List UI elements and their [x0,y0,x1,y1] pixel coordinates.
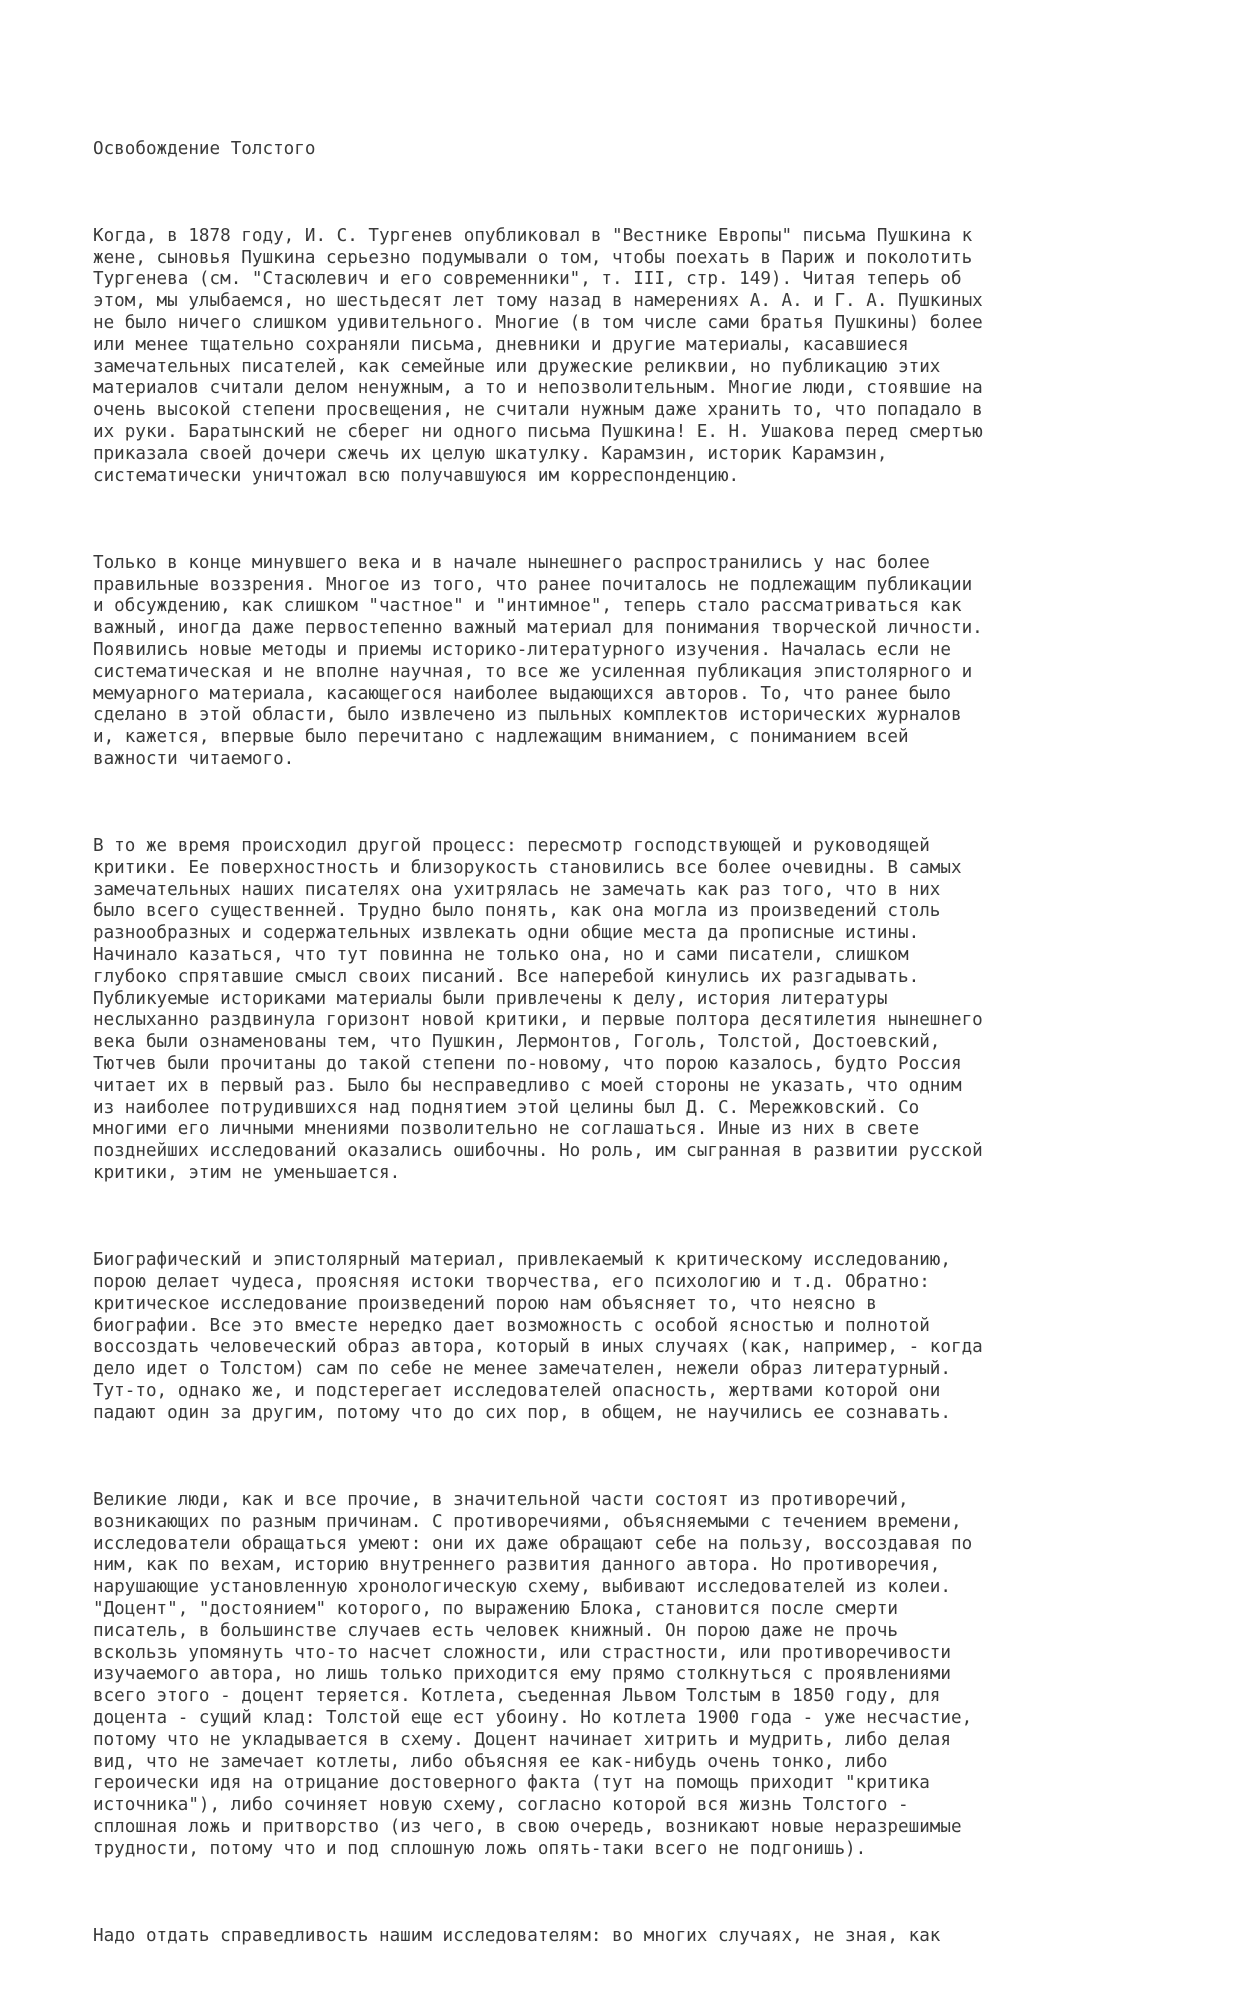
paragraph: Надо отдать справедливость нашим исследователям: во многих случаях, не зная, как [93,1925,941,1946]
paragraph: Когда, в 1878 году, И. С. Тургенев опубликовал в "Вестнике Европы" письма Пушкина к жене, сыновья Пушкина серьезно подумывали о том, чтобы поехать в Париж и поколотить Тургенева (см. "Стасюлевич и его современники", т. III, стр. 149). Читая теперь об этом, мы улыбаемся, но шестьдесят лет тому назад в намерениях А. А. и Г. А. Пушкиных не было ничего слишком удивительного. Многие (в том числе сами братья Пушкины) более или менее тщательно сохраняли письма, дневники и другие материалы, касавшиеся замечательных писателей, как семейные или дружеские реликвии, но публикацию этих материалов считали делом ненужным, а то и непозволительным. Многие люди, стоявшие на очень высокой степени просвещения, не считали нужным даже хранить то, что попадало в их руки. Баратынский не сберег ни одного письма Пушкина! Е. Н. Ушакова перед смертью приказала своей дочери сжечь их целую шкатулку. Карамзин, историк Карамзин, систематически уничтожал всю получавшуюся им корреспонденцию. [93,225,983,486]
paragraph: В то же время происходил другой процесс: пересмотр господствующей и руководящей критики. Ее поверхностность и близорукость становились все более очевидны. В самых замечательных наших писателях она ухитрялась не замечать как раз того, что в них было всего существенней. Трудно было понять, как она могла из произведений столь разнообразных и содержательных извлекать одни общие места да прописные истины. Начинало казаться, что тут повинна не только она, но и сами писатели, слишком глубоко спрятавшие смысл своих писаний. Все наперебой кинулись их разгадывать. Публикуемые историками материалы были привлечены к делу, история литературы неслыханно раздвинула горизонт новой критики, и первые полтора десятилетия нынешнего века были ознаменованы тем, что Пушкин, Лермонтов, Гоголь, Толстой, Достоевский, Тютчев были прочитаны до такой степени по-новому, что порою казалось, будто Россия читает их в первый раз. Было бы несправедливо с моей стороны не указать, что одним из наиболее потрудившихся над поднятием этой целины был Д. С. Мережковский. Со многими его личными мнениями позволительно не соглашаться. Иные из них в свете позднейших исследований оказались ошибочны. Но роль, им сыгранная в развитии русской критики, этим не уменьшается. [93,836,983,1184]
document-title: Освобождение Толстого [93,138,316,159]
paragraph: Биографический и эпистолярный материал, привлекаемый к критическому исследованию, порою делает чудеса, проясняя истоки творчества, его психологию и т.д. Обратно: критическое исследование произведений порою нам объясняет то, что неясно в биографии. Все это вместе нередко дает возможность с особой ясностью и полнотой воссоздать человеческий образ автора, который в иных случаях (как, например, - когда дело идет о Толстом) сам по себе не менее замечателен, нежели образ литературный. Тут-то, однако же, и подстерегает исследователей опасность, жертвами которой они падают один за другим, потому что до сих пор, в общем, не научились ее сознавать. [93,1250,983,1423]
paragraph: Великие люди, как и все прочие, в значительной части состоят из противоречий, возникающих по разным причинам. С противоречиями, объясняемыми с течением времени, исследователи обращаться умеют: они их даже обращают себе на пользу, воссоздавая по ним, как по вехам, историю внутреннего развития данного автора. Но противоречия, нарушающие установленную хронологическую схему, выбивают исследователей из колеи. "Доцент", "достоянием" которого, по выражению Блока, становится после смерти писатель, в большинстве случаев есть человек книжный. Он порою даже не прочь вскользь упомянуть что-то насчет сложности, или страстности, или противоречивости изучаемого автора, но лишь только приходится ему прямо столкнуться с проявлениями всего этого - доцент теряется. Котлета, съеденная Львом Толстым в 1850 году, для доцента - сущий клад: Толстой еще ест убоину. Но котлета 1900 года - уже несчастие, потому что не укладывается в схему. Доцент начинает хитрить и мудрить, либо делая вид, что не замечает котлеты, либо объясняя ее как-нибудь очень тонко, либо героически идя на отрицание достоверного факта (тут на помощь приходит "критика источника"), либо сочиняет новую схему, согласно которой вся жизнь Толстого - сплошная ложь и притворство (из чего, в свою очередь, возникают новые неразрешимые трудности, потому что и под сплошную ложь опять-таки всего не подгонишь). [93,1490,973,1859]
paragraph: Только в конце минувшего века и в начале нынешнего распространились у нас более правильные воззрения. Многое из того, что ранее почиталось не подлежащим публикации и обсуждению, как слишком "частное" и "интимное", теперь стало рассматриваться как важный, иногда даже первостепенно важный материал для понимания творческой личности. Появились новые методы и приемы историко-литературного изучения. Началась если не систематическая и не вполне научная, то все же усиленная публикация эпистолярного и мемуарного материала, касающегося наиболее выдающихся авторов. То, что ранее было сделано в этой области, было извлечено из пыльных комплектов исторических журналов и, кажется, впервые было перечитано с надлежащим вниманием, с пониманием всей важности читаемого. [93,552,983,769]
document-body [93,95,1173,1991]
